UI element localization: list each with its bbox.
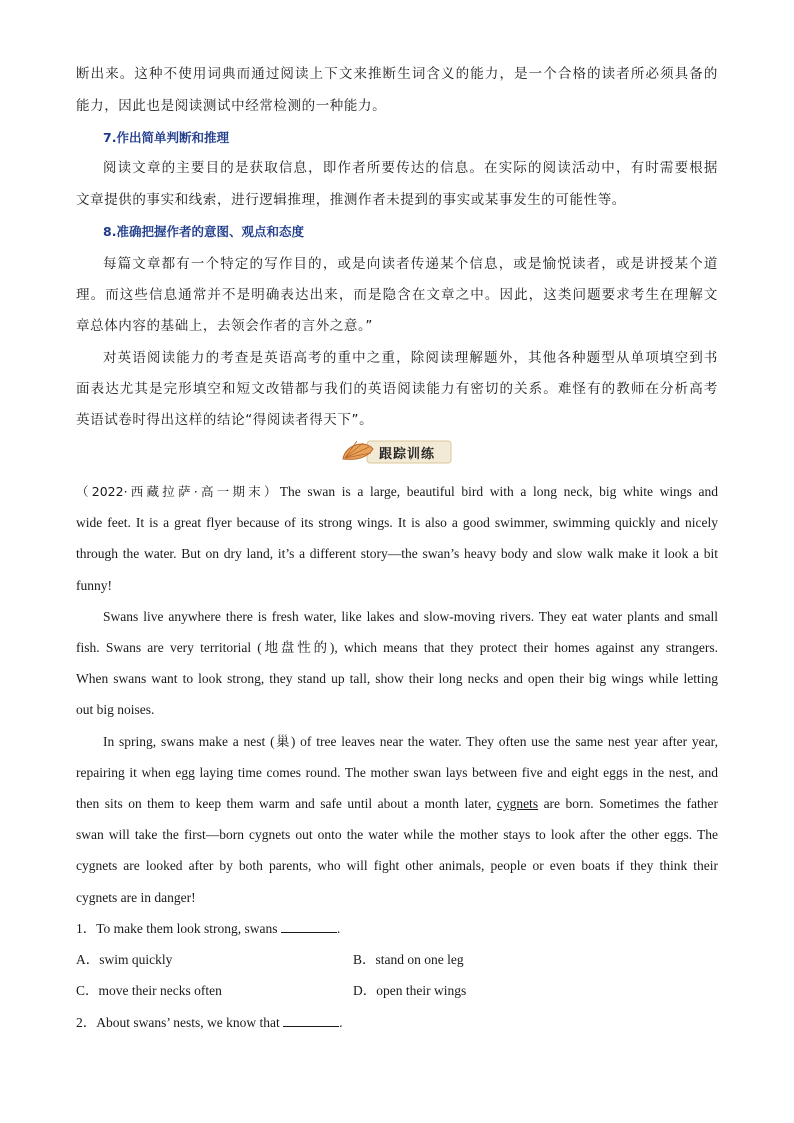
passage-line: swan will take the first—born cygnets out onto the water while the mother stays to look after the other eggs. The [76, 827, 718, 842]
paragraph-line: 理。而这些信息通常并不是明确表达出来，而是隐含在文章之中。因此，这类问题要求考生在理解文 [76, 287, 718, 303]
question-stem: 2．About swans’ nests, we know that . [76, 1015, 343, 1030]
question-text: 1．To make them look strong, swans [76, 921, 278, 936]
option-b[interactable]: B．stand on one leg [353, 952, 464, 967]
passage-line: repairing it when egg laying time comes round. The mother swan lays between five and eight eggs in the nest, and [76, 765, 718, 780]
question-stem: 1．To make them look strong, swans . [76, 921, 341, 936]
paragraph-line: 断出来。这种不使用词典而通过阅读上下文来推断生词含义的能力，是一个合格的读者所必须具备的 [76, 66, 718, 82]
passage-line: wide feet. It is a great flyer because of its strong wings. It is also a good swimmer, swimming quickly and nicely [76, 515, 718, 530]
passage-line: funny! [76, 578, 112, 593]
paragraph-line: 文章提供的事实和线索，进行逻辑推理，推测作者未提到的事实或某事发生的可能性等。 [76, 192, 626, 208]
passage-line: through the water. But on dry land, it’s a different story—the swan’s heavy body and slow walk make it look a bit [76, 546, 718, 561]
passage-text: are born. Sometimes the father [543, 796, 719, 811]
passage-line: out big noises. [76, 702, 155, 717]
passage-line: When swans want to look strong, they stand up tall, show their long necks and open their big wings while letting [76, 671, 718, 686]
paragraph-line: 阅读文章的主要目的是获取信息，即作者所要传达的信息。在实际的阅读活动中，有时需要根据 [103, 160, 718, 176]
option-d[interactable]: D．open their wings [353, 983, 467, 998]
passage-line: cygnets are looked after by both parents, who will fight other animals, people or even boats if they think their [76, 858, 718, 873]
underlined-word: cygnets [496, 796, 539, 811]
passage-line: fish. Swans are very territorial (地盘性的), which means that they protect their homes against any strangers. [76, 640, 718, 655]
banner-label: 跟踪训练 [379, 447, 436, 462]
passage-line [76, 482, 718, 502]
option-a[interactable]: A．swim quickly [76, 952, 173, 967]
question-text: 2．About swans’ nests, we know that [76, 1015, 280, 1030]
answer-blank[interactable] [281, 920, 337, 933]
passage-line: Swans live anywhere there is fresh water, like lakes and slow-moving rivers. They eat water plants and small [103, 609, 718, 624]
paragraph-line: 英语试卷时得出这样的结论“得阅读者得天下”。 [76, 412, 374, 428]
paragraph-line: 对英语阅读能力的考查是英语高考的重中之重，除阅读理解题外，其他各种题型从单项填空到书 [103, 350, 718, 366]
section-heading-8: 8.准确把握作者的意图、观点和态度 [103, 224, 304, 239]
paragraph-line: 章总体内容的基础上，去领会作者的言外之意。” [76, 318, 373, 334]
paragraph-line: 面表达尤其是完形填空和短文改错都与我们的英语阅读能力有密切的关系。难怪有的教师在分析高考 [76, 381, 718, 397]
passage-text: The swan is a large, beautiful bird with a long neck, big white wings and [279, 484, 718, 499]
section-heading-7: 7.作出简单判断和推理 [103, 130, 229, 145]
paragraph-line: 每篇文章都有一个特定的写作目的，或是向读者传递某个信息，或是愉悦读者，或是讲授某个道 [103, 256, 718, 272]
passage-text: then sits on them to keep them warm and safe until about a month later, [76, 796, 492, 811]
passage-line [76, 794, 718, 814]
source-label: （2022·西藏拉萨·高一期末） [76, 484, 280, 499]
option-c[interactable]: C．move their necks often [76, 983, 222, 998]
passage-line: cygnets are in danger! [76, 890, 196, 905]
section-banner [341, 437, 453, 467]
passage-line: In spring, swans make a nest (巢) of tree leaves near the water. They often use the same nest year after year, [103, 734, 718, 749]
answer-blank[interactable] [283, 1014, 339, 1027]
paragraph-line: 能力，因此也是阅读测试中经常检测的一种能力。 [76, 98, 387, 114]
